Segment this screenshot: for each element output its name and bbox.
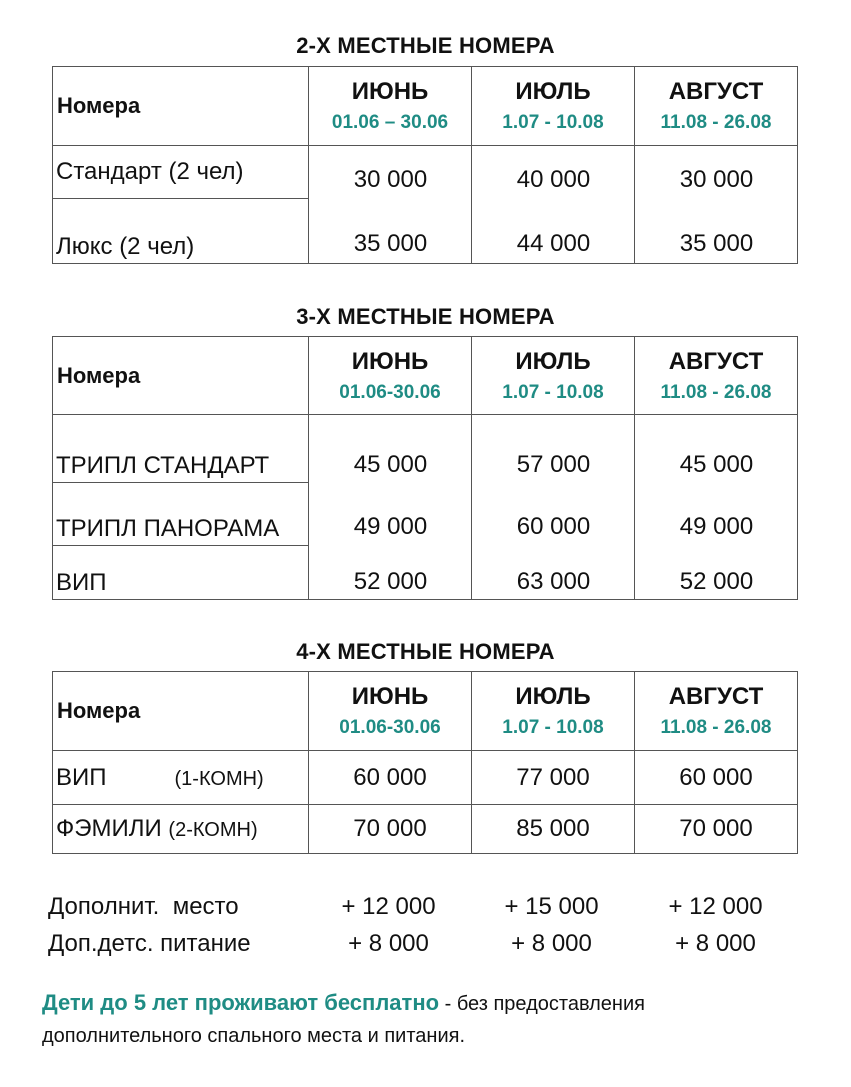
price-col-august [635, 415, 798, 600]
month-name: ИЮЛЬ [515, 78, 591, 105]
month-dates: 1.07 - 10.08 [502, 381, 604, 403]
price-cell: 44 000 [516, 230, 591, 257]
header-label: Номера [53, 67, 309, 146]
table-header-row [53, 67, 798, 146]
note-line-2: дополнительного спального места и питания. [42, 1025, 466, 1047]
extra-label: Доп.детс. питание [48, 930, 251, 957]
month-july [472, 337, 635, 415]
month-august [635, 337, 798, 415]
month-july [472, 672, 635, 751]
month-name: ИЮНЬ [351, 683, 429, 710]
month-june [309, 672, 472, 751]
month-dates: 1.07 - 10.08 [502, 112, 604, 133]
note-highlight: Дети до 5 лет проживают бесплатно [42, 990, 440, 1015]
price-cell: 40 000 [516, 166, 591, 193]
extra-label: Дополнит. место [48, 893, 239, 920]
note-line-1 [42, 987, 822, 1020]
price-cell: 63 000 [516, 568, 591, 595]
price-col-june [309, 415, 472, 600]
extra-value: + 8 000 [675, 930, 756, 957]
month-dates: 11.08 - 26.08 [660, 381, 772, 403]
price-cell: 60 000 [635, 751, 798, 805]
month-july [472, 67, 635, 146]
month-dates: 01.06 – 30.06 [331, 112, 449, 133]
month-name: АВГУСТ [668, 78, 764, 105]
table-row [53, 146, 798, 199]
price-cell: 35 000 [679, 230, 754, 257]
month-june [309, 337, 472, 415]
price-cell: 30 000 [679, 166, 754, 193]
room-sub: (2-КОМН) [168, 819, 258, 841]
month-dates: 01.06-30.06 [339, 717, 441, 738]
table-row [53, 805, 798, 854]
price-col-august [635, 146, 798, 264]
price-table-4-bed [52, 671, 798, 854]
price-cell: 57 000 [516, 451, 591, 478]
price-cell: 45 000 [679, 451, 754, 478]
month-name: ИЮЛЬ [515, 347, 591, 375]
children-note [42, 987, 822, 1052]
price-cell: 49 000 [353, 513, 428, 540]
price-cell: 52 000 [679, 568, 754, 595]
extra-value: + 8 000 [511, 930, 592, 957]
price-col-june [309, 146, 472, 264]
room-name: ТРИПЛ ПАНОРАМА [53, 483, 309, 545]
price-cell: 60 000 [309, 751, 472, 805]
room-name: Люкс (2 чел) [53, 199, 309, 264]
table-header-row [53, 337, 798, 415]
price-table-3-bed [52, 336, 798, 600]
room-name: ТРИПЛ СТАНДАРТ [53, 415, 309, 483]
room-sub: (1-КОМН) [174, 767, 264, 790]
month-dates: 1.07 - 10.08 [502, 717, 604, 738]
price-col-july [472, 146, 635, 264]
header-label: Номера [53, 672, 309, 751]
price-col-july [472, 415, 635, 600]
extra-row [48, 930, 808, 960]
month-name: ИЮНЬ [351, 347, 429, 375]
month-dates: 01.06-30.06 [339, 381, 441, 403]
section-title-4-bed: 4-Х МЕСТНЫЕ НОМЕРА [296, 639, 555, 664]
room-name: Стандарт (2 чел) [53, 146, 309, 199]
price-cell: 35 000 [353, 230, 428, 257]
price-cell: 70 000 [309, 805, 472, 854]
price-cell: 60 000 [516, 513, 591, 540]
price-cell: 49 000 [679, 513, 754, 540]
room-name: ВИП [53, 545, 309, 599]
extra-value: + 12 000 [668, 893, 763, 920]
section-title-3-bed: 3-Х МЕСТНЫЕ НОМЕРА [296, 304, 555, 329]
month-august [635, 672, 798, 751]
extra-value: + 8 000 [348, 930, 429, 957]
month-june [309, 67, 472, 146]
month-name: АВГУСТ [668, 347, 764, 375]
price-cell: 52 000 [353, 568, 428, 595]
price-cell: 30 000 [353, 166, 428, 193]
price-cell: 45 000 [353, 451, 428, 478]
table-row [53, 751, 798, 805]
price-cell: 70 000 [635, 805, 798, 854]
price-cell: 77 000 [472, 751, 635, 805]
extra-row [48, 893, 808, 923]
extra-value: + 15 000 [504, 893, 599, 920]
price-cell: 85 000 [472, 805, 635, 854]
month-name: ИЮЛЬ [515, 683, 591, 710]
month-name: ИЮНЬ [351, 78, 429, 105]
header-label: Номера [53, 337, 309, 415]
month-name: АВГУСТ [668, 683, 764, 710]
note-rest: - без предоставления [439, 993, 645, 1015]
month-dates: 11.08 - 26.08 [660, 717, 772, 738]
room-name: ФЭМИЛИ (2-КОМН) [53, 805, 309, 854]
month-august [635, 67, 798, 146]
extra-value: + 12 000 [341, 893, 436, 920]
room-name: ВИП (1-КОМН) [53, 751, 309, 805]
section-title-2-bed: 2-Х МЕСТНЫЕ НОМЕРА [296, 33, 555, 58]
table-row [53, 415, 798, 483]
price-table-2-bed [52, 66, 798, 264]
month-dates: 11.08 - 26.08 [660, 112, 772, 133]
table-header-row [53, 672, 798, 751]
